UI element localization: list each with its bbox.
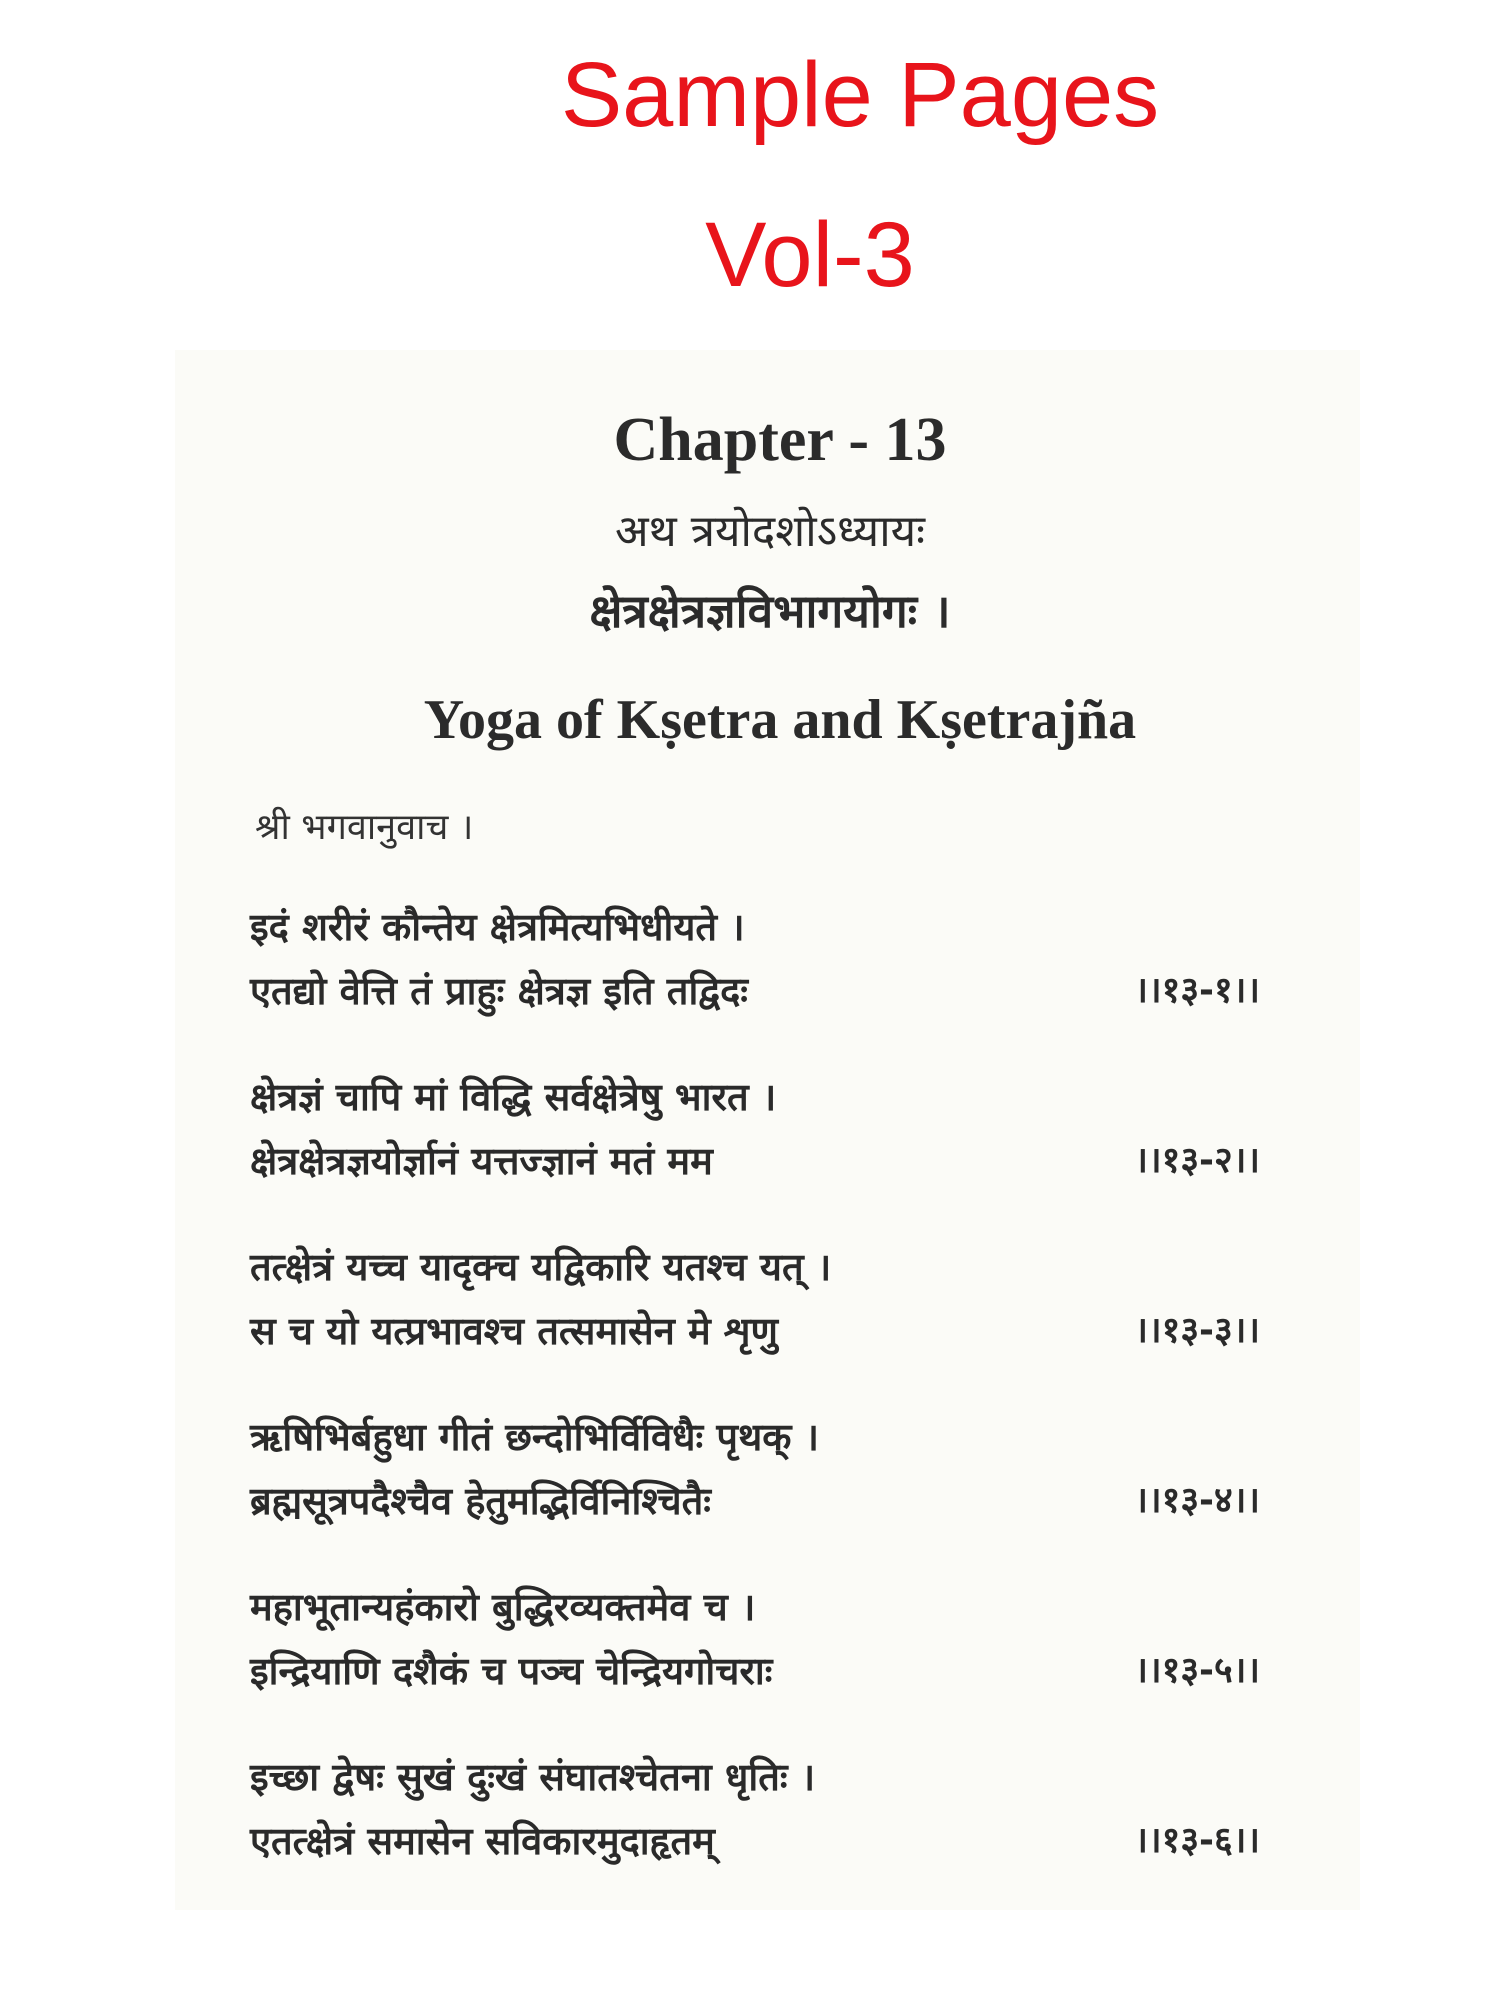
verse <box>250 1575 1260 1745</box>
verse-line-2: एतत्क्षेत्रं समासेन सविकारमुदाहृतम् <box>250 1819 715 1863</box>
verse <box>250 1405 1260 1575</box>
verse-line-2: स च यो यत्प्रभावश्च तत्समासेन मे शृणु <box>250 1309 778 1353</box>
verse-line-2: ब्रह्मसूत्रपदैश्चैव हेतुमद्भिर्विनिश्चितैः <box>250 1479 711 1523</box>
verse-line-1: महाभूतान्यहंकारो बुद्धिरव्यक्तमेव च । <box>250 1585 756 1629</box>
verse-number: ।।१३-३।। <box>1134 1310 1260 1351</box>
verse <box>250 1065 1260 1235</box>
verse <box>250 1745 1260 1915</box>
verse-number: ।।१३-५।। <box>1134 1650 1260 1691</box>
verse-list <box>250 895 1260 1915</box>
verse-line-1: ऋषिभिर्बहुधा गीतं छन्दोभिर्विविधैः पृथक् । <box>250 1415 820 1459</box>
speaker-line: श्री भगवानुवाच । <box>255 807 474 848</box>
verse-number: ।।१३-६।। <box>1134 1820 1260 1861</box>
verse <box>250 1235 1260 1405</box>
verse-line-1: इच्छा द्वेषः सुखं दुःखं संघातश्चेतना धृतिः । <box>250 1755 816 1799</box>
yoga-sanskrit-title: क्षेत्रक्षेत्रज्ञविभागयोगः । <box>589 584 951 638</box>
verse-number: ।।१३-४।। <box>1134 1480 1260 1521</box>
verse-line-2: क्षेत्रक्षेत्रज्ञयोर्ज्ञानं यत्तज्ज्ञानं मतं मम <box>250 1139 713 1183</box>
yoga-english-title: Yoga of Kṣetra and Kṣetrajña <box>423 689 1137 751</box>
verse-number: ।।१३-२।। <box>1134 1140 1260 1181</box>
verse-line-1: तत्क्षेत्रं यच्च यादृक्च यद्विकारि यतश्च यत् । <box>250 1245 832 1289</box>
banner-title: Sample Pages <box>560 44 1160 146</box>
verse <box>250 895 1260 1065</box>
chapter-title: Chapter - 13 <box>613 406 947 474</box>
verse-line-1: क्षेत्रज्ञं चापि मां विद्धि सर्वक्षेत्रेषु भारत । <box>250 1075 777 1119</box>
verse-number: ।।१३-१।। <box>1134 970 1260 1011</box>
verse-line-1: इदं शरीरं कौन्तेय क्षेत्रमित्यभिधीयते । <box>250 905 745 949</box>
verse-line-2: इन्द्रियाणि दशैकं च पञ्च चेन्द्रियगोचराः <box>250 1649 773 1693</box>
verse-line-2: एतद्यो वेत्ति तं प्राहुः क्षेत्रज्ञ इति तद्विदः <box>250 969 748 1013</box>
banner-volume: Vol-3 <box>705 204 915 306</box>
chapter-sanskrit-title: अथ त्रयोदशोऽध्यायः <box>614 506 926 557</box>
